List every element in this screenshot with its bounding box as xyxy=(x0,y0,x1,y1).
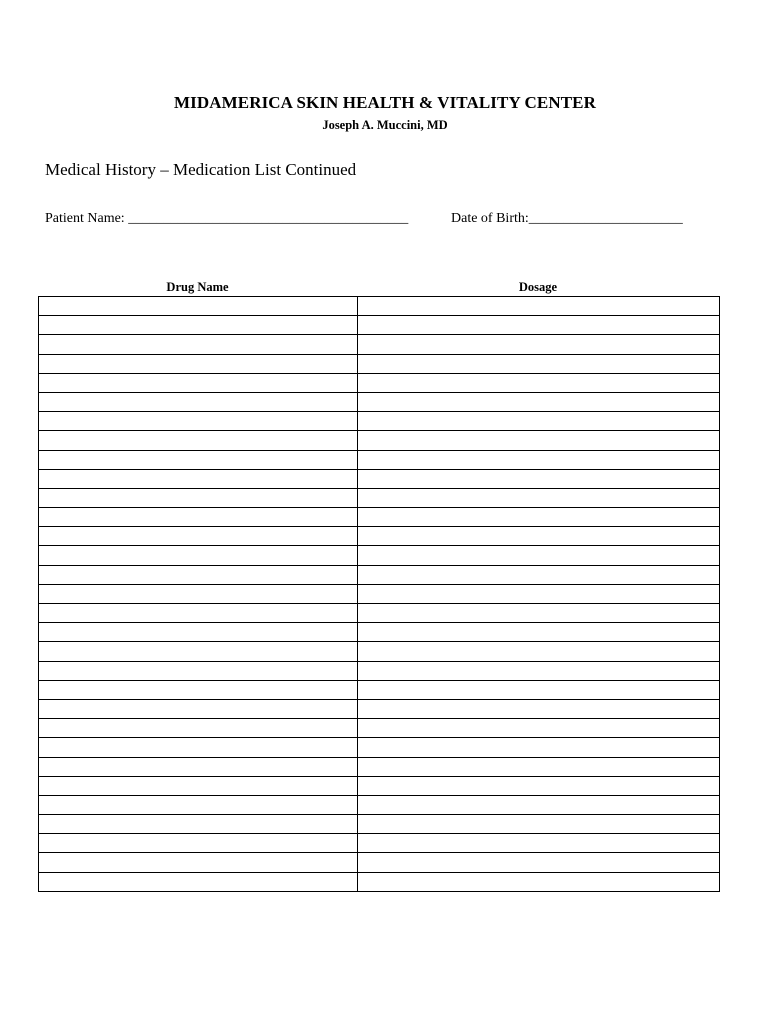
table-row xyxy=(39,757,720,776)
column-header-dosage: Dosage xyxy=(518,280,558,294)
drug-name-cell[interactable] xyxy=(39,699,358,718)
table-row xyxy=(39,642,720,661)
dosage-cell[interactable] xyxy=(358,815,720,834)
medication-table xyxy=(38,296,720,892)
drug-name-cell[interactable] xyxy=(39,546,358,565)
drug-name-cell[interactable] xyxy=(39,584,358,603)
drug-name-cell[interactable] xyxy=(39,795,358,814)
dosage-cell[interactable] xyxy=(358,642,720,661)
table-row xyxy=(39,412,720,431)
drug-name-cell[interactable] xyxy=(39,488,358,507)
table-row xyxy=(39,584,720,603)
table-row xyxy=(39,469,720,488)
table-row xyxy=(39,392,720,411)
drug-name-cell[interactable] xyxy=(39,431,358,450)
table-row xyxy=(39,795,720,814)
dosage-cell[interactable] xyxy=(358,853,720,872)
table-row xyxy=(39,604,720,623)
table-row xyxy=(39,565,720,584)
patient-name-field[interactable] xyxy=(45,211,408,227)
table-row xyxy=(39,450,720,469)
dosage-cell[interactable] xyxy=(358,316,720,335)
dosage-cell[interactable] xyxy=(358,834,720,853)
date-of-birth-blank[interactable]: ______________________ xyxy=(528,211,683,226)
drug-name-cell[interactable] xyxy=(39,412,358,431)
dosage-cell[interactable] xyxy=(358,795,720,814)
table-row xyxy=(39,297,720,316)
dosage-cell[interactable] xyxy=(358,297,720,316)
drug-name-cell[interactable] xyxy=(39,508,358,527)
table-row xyxy=(39,815,720,834)
dosage-cell[interactable] xyxy=(358,508,720,527)
drug-name-cell[interactable] xyxy=(39,316,358,335)
table-row xyxy=(39,335,720,354)
dosage-cell[interactable] xyxy=(358,412,720,431)
patient-name-label: Patient Name: xyxy=(45,211,125,226)
table-row xyxy=(39,488,720,507)
date-of-birth-field[interactable] xyxy=(451,211,683,227)
table-row xyxy=(39,872,720,891)
table-row xyxy=(39,834,720,853)
drug-name-cell[interactable] xyxy=(39,335,358,354)
drug-name-cell[interactable] xyxy=(39,469,358,488)
table-row xyxy=(39,623,720,642)
dosage-cell[interactable] xyxy=(358,680,720,699)
dosage-cell[interactable] xyxy=(358,738,720,757)
dosage-cell[interactable] xyxy=(358,546,720,565)
drug-name-cell[interactable] xyxy=(39,834,358,853)
drug-name-cell[interactable] xyxy=(39,815,358,834)
drug-name-cell[interactable] xyxy=(39,719,358,738)
dosage-cell[interactable] xyxy=(358,719,720,738)
dosage-cell[interactable] xyxy=(358,699,720,718)
drug-name-cell[interactable] xyxy=(39,757,358,776)
drug-name-cell[interactable] xyxy=(39,604,358,623)
dosage-cell[interactable] xyxy=(358,392,720,411)
drug-name-cell[interactable] xyxy=(39,527,358,546)
drug-name-cell[interactable] xyxy=(39,392,358,411)
physician-name: Joseph A. Muccini, MD xyxy=(322,118,448,132)
table-row xyxy=(39,546,720,565)
dosage-cell[interactable] xyxy=(358,450,720,469)
drug-name-cell[interactable] xyxy=(39,565,358,584)
dosage-cell[interactable] xyxy=(358,469,720,488)
drug-name-cell[interactable] xyxy=(39,872,358,891)
organization-name: MIDAMERICA SKIN HEALTH & VITALITY CENTER xyxy=(174,93,596,112)
drug-name-cell[interactable] xyxy=(39,661,358,680)
dosage-cell[interactable] xyxy=(358,872,720,891)
date-of-birth-label: Date of Birth: xyxy=(451,211,529,226)
dosage-cell[interactable] xyxy=(358,604,720,623)
form-title: Medical History – Medication List Continued xyxy=(45,160,357,179)
table-row xyxy=(39,316,720,335)
drug-name-cell[interactable] xyxy=(39,450,358,469)
dosage-cell[interactable] xyxy=(358,373,720,392)
table-row xyxy=(39,354,720,373)
table-row xyxy=(39,719,720,738)
drug-name-cell[interactable] xyxy=(39,853,358,872)
dosage-cell[interactable] xyxy=(358,527,720,546)
drug-name-cell[interactable] xyxy=(39,354,358,373)
dosage-cell[interactable] xyxy=(358,335,720,354)
drug-name-cell[interactable] xyxy=(39,623,358,642)
drug-name-cell[interactable] xyxy=(39,642,358,661)
table-row xyxy=(39,699,720,718)
column-header-drug-name: Drug Name xyxy=(166,280,229,294)
dosage-cell[interactable] xyxy=(358,623,720,642)
drug-name-cell[interactable] xyxy=(39,297,358,316)
table-row xyxy=(39,508,720,527)
drug-name-cell[interactable] xyxy=(39,680,358,699)
dosage-cell[interactable] xyxy=(358,776,720,795)
patient-name-blank[interactable]: ________________________________________ xyxy=(128,211,409,226)
table-row xyxy=(39,373,720,392)
table-row xyxy=(39,853,720,872)
dosage-cell[interactable] xyxy=(358,584,720,603)
dosage-cell[interactable] xyxy=(358,757,720,776)
table-row xyxy=(39,776,720,795)
table-row xyxy=(39,680,720,699)
dosage-cell[interactable] xyxy=(358,661,720,680)
table-row xyxy=(39,431,720,450)
drug-name-cell[interactable] xyxy=(39,738,358,757)
dosage-cell[interactable] xyxy=(358,488,720,507)
drug-name-cell[interactable] xyxy=(39,776,358,795)
table-row xyxy=(39,661,720,680)
dosage-cell[interactable] xyxy=(358,565,720,584)
dosage-cell[interactable] xyxy=(358,431,720,450)
drug-name-cell[interactable] xyxy=(39,373,358,392)
table-row xyxy=(39,738,720,757)
table-row xyxy=(39,527,720,546)
dosage-cell[interactable] xyxy=(358,354,720,373)
